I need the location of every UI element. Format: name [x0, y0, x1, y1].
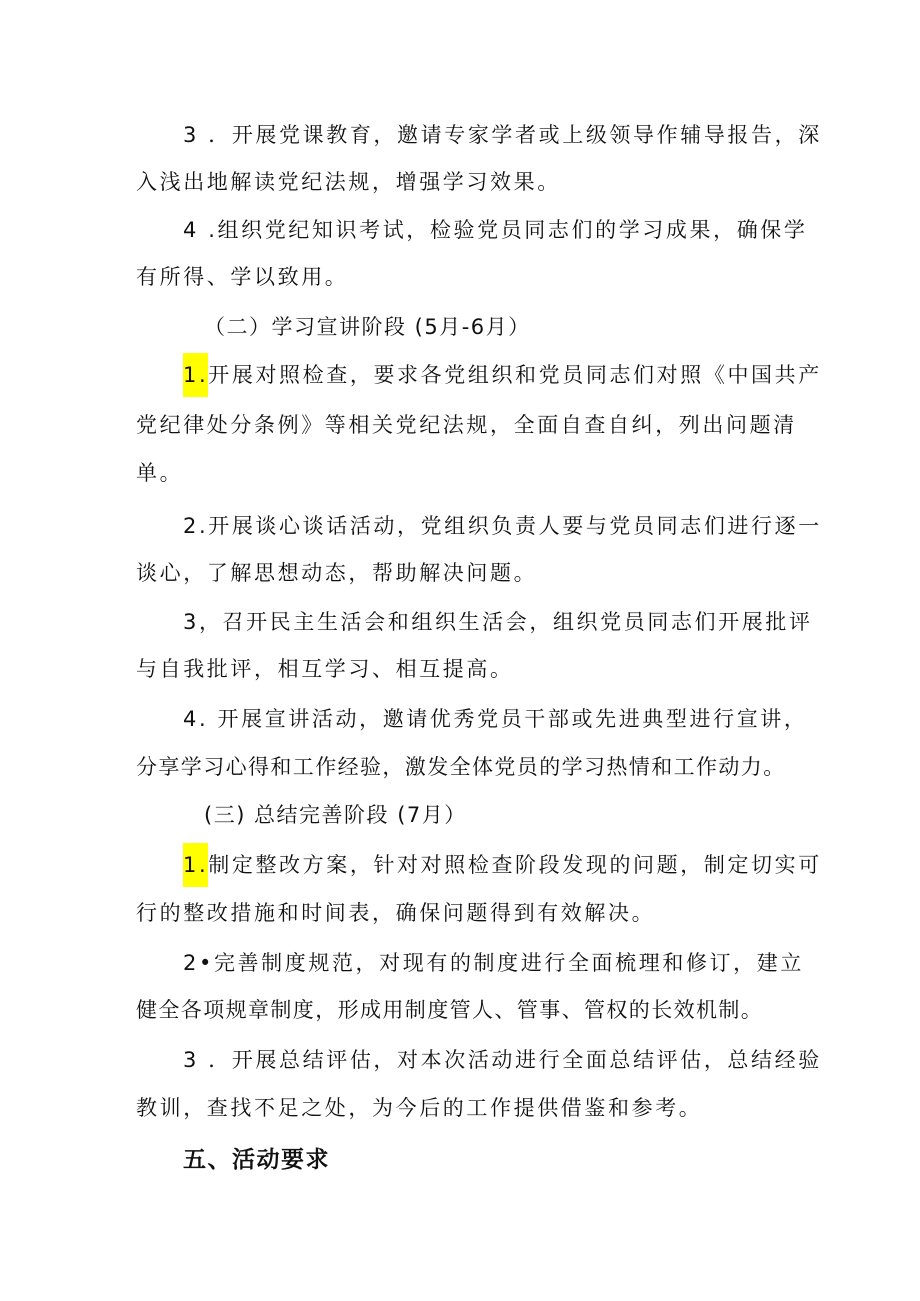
- paragraph-line: 4 .组织党纪知识考试，检验党员同志们的学习成果，确保学: [183, 218, 808, 242]
- paragraph-line: 健全各项规章制度，形成用制度管人、管事、管权的长效机制。: [136, 998, 764, 1022]
- highlighted-number: 1.: [183, 843, 208, 887]
- paragraph-line: 行的整改措施和时间表，确保问题得到有效解决。: [136, 901, 656, 925]
- paragraph-line: 2.开展谈心谈话活动，党组织负责人要与党员同志们进行逐一: [183, 514, 822, 538]
- paragraph-line: 与自我批评，相互学习、相互提高。: [136, 657, 514, 681]
- stage-heading: （二）学习宣讲阶段 (5月-6月）: [204, 315, 531, 339]
- highlighted-number: 1.: [183, 353, 208, 397]
- paragraph-line: [183, 361, 822, 389]
- paragraph-line: 谈心，了解思想动态，帮助解决问题。: [136, 561, 538, 585]
- paragraph-text: 制定整改方案，针对对照检查阶段发现的问题，制定切实可: [208, 853, 822, 877]
- paragraph-line: 3 ．开展总结评估，对本次活动进行全面总结评估，总结经验: [183, 1048, 822, 1072]
- paragraph-line: 3 ．开展党课教育，邀请专家学者或上级领导作辅导报告，深: [183, 123, 822, 147]
- paragraph-line: 单。: [136, 461, 184, 485]
- paragraph-line: [183, 851, 822, 879]
- paragraph-line: 党纪律处分条例》等相关党纪法规，全面自查自纠，列出问题清: [136, 413, 797, 437]
- paragraph-text: 开展对照检查，要求各党组织和党员同志们对照《中国共产: [208, 363, 822, 387]
- section-heading: 五、活动要求: [183, 1147, 330, 1173]
- paragraph-line: 2•完善制度规范，对现有的制度进行全面梳理和修订，建立: [183, 951, 804, 975]
- paragraph-line: 分享学习心得和工作经验，激发全体党员的学习热情和工作动力。: [136, 755, 786, 779]
- paragraph-line: 3，召开民主生活会和组织生活会，组织党员同志们开展批评: [183, 610, 813, 634]
- paragraph-line: 教训，查找不足之处，为今后的工作提供借鉴和参考。: [136, 1096, 703, 1120]
- paragraph-line: 4. 开展宣讲活动，邀请优秀党员干部或先进典型进行宣讲，: [183, 707, 808, 731]
- paragraph-line: 有所得、学以致用。: [136, 265, 349, 289]
- paragraph-line: 入浅出地解读党纪法规，增强学习效果。: [136, 170, 561, 194]
- stage-heading: (三) 总结完善阶段 (7月）: [204, 803, 467, 827]
